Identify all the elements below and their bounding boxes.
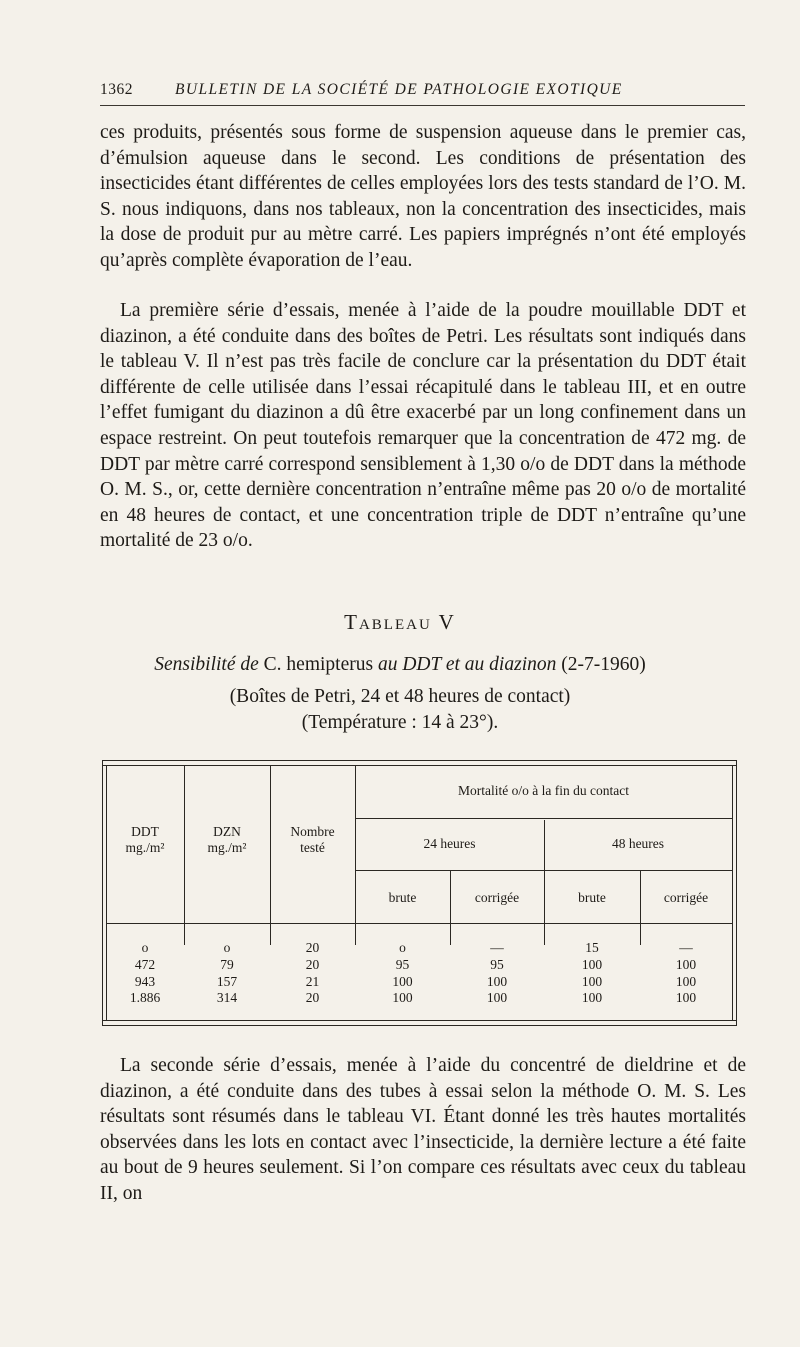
cell-dzn: o (223, 940, 231, 955)
col-header-nombre: Nombre testé (290, 824, 335, 855)
cell-brute-24: 95 (395, 957, 410, 972)
cell-brute-24: 100 (392, 990, 413, 1005)
cell-corrigee-48: 100 (675, 974, 697, 989)
cell-brute-48: 100 (581, 974, 603, 989)
cell-ddt: 472 (134, 957, 156, 972)
cell-corrigee-24: — (490, 940, 504, 955)
cell-nombre: 20 (305, 940, 320, 955)
paragraph-2: La première série d’essais, menée à l’aide de la poudre mouillable DDT et diazinon, a été conduite dans des boîtes de Petri. Les résultats sont indiqués dans le tableau V. Il n’est pas très facile de conclure car la présentation du DDT était différente de celle utilisée dans l’essai récapitulé dans le tableau III, et en outre l’effet fumigant du diazinon a dû être exacerbé par un long confinement dans un espace restreint. On peut toutefois remarquer que la concentration de 472 mg. de DDT par mètre carré correspond sensiblement à 1,30 o/o de DDT dans la méthode O. M. S., or, cette dernière concentration n’entraîne même pas 20 o/o de mortalité en 48 heures de contact, et une concentration triple de DDT n’entraîne qu’une mortalité de 23 o/o. (100, 300, 746, 552)
col-header-ddt: DDT mg./m² (125, 824, 165, 855)
col-header-brute-48: brute (578, 890, 606, 905)
cell-corrigee-24: 100 (486, 974, 508, 989)
table-border-top-inner (102, 765, 737, 766)
cell-corrigee-24: 95 (490, 957, 504, 972)
cell-ddt: 943 (134, 974, 156, 989)
cell-ddt: 1.886 (129, 990, 161, 1005)
cell-brute-24: 100 (392, 974, 413, 989)
cell-ddt: o (141, 940, 149, 955)
col-header-corrigee-48: corrigée (663, 890, 709, 905)
table-border-bottom-inner (102, 1020, 737, 1021)
cell-brute-24: o (399, 940, 406, 955)
cell-dzn: 79 (220, 957, 234, 972)
cell-dzn: 157 (216, 974, 238, 989)
row-sep-group (355, 818, 732, 819)
cell-brute-48: 100 (581, 990, 603, 1005)
table-caption-line-1: Sensibilité de C. hemipterus au DDT et au diazinon (2-7-1960) (154, 654, 646, 675)
col-sep-6 (640, 870, 641, 945)
row-sep-header (106, 923, 732, 924)
cell-nombre: 20 (305, 957, 320, 972)
col-group-48h: 48 heures (611, 836, 665, 851)
row-sep-hours (355, 870, 732, 871)
col-header-brute-24: brute (388, 890, 417, 905)
header-rule (100, 105, 745, 106)
col-header-corrigee-24: corrigée (474, 890, 520, 905)
cell-corrigee-48: 100 (675, 990, 697, 1005)
cell-corrigee-48: — (679, 940, 693, 955)
cell-brute-48: 100 (581, 957, 603, 972)
table-border-right-inner (732, 765, 733, 1021)
paragraph-1: ces produits, présentés sous forme de suspension aqueuse dans le premier cas, d’émulsion aqueuse dans le second. Les conditions de présentation des insecticides étant différentes de celles employées lors des tests standard de l’O. M. S. nous indiquons, dans nos tableaux, non la concentration des insecticides, mais la dose de produit pur au mètre carré. Les papiers imprégnés n’ont été employés qu’après complète évaporation de l’eau. (100, 122, 746, 271)
table-label: TABLEAU V (344, 610, 456, 634)
table-border-left (102, 760, 103, 1026)
table-border-bottom (102, 1025, 737, 1026)
cell-nombre: 20 (305, 990, 320, 1005)
cell-dzn: 314 (216, 990, 238, 1005)
running-header (100, 78, 745, 102)
col-header-dzn: DZN mg./m² (207, 824, 247, 855)
mortality-table (102, 760, 737, 1026)
col-group-24h: 24 heures (423, 836, 476, 851)
running-title: BULLETIN DE LA SOCIÉTÉ DE PATHOLOGIE EXOTIQUE (175, 81, 623, 98)
table-caption-line-3: (Température : 14 à 23°). (301, 712, 499, 733)
table-border-right (736, 760, 737, 1026)
table-caption-line-2: (Boîtes de Petri, 24 et 48 heures de contact) (229, 686, 571, 707)
page-number: 1362 (100, 81, 133, 98)
cell-corrigee-24: 100 (486, 990, 508, 1005)
col-group-mortalite: Mortalité o/o à la fin du contact (458, 783, 629, 798)
cell-nombre: 21 (305, 974, 320, 989)
col-sep-5 (450, 870, 451, 945)
paragraph-3: La seconde série d’essais, menée à l’aide du concentré de dieldrine et de diazinon, a été conduite dans des tubes à essai selon la méthode O. M. S. Les résultats sont résumés dans le tableau VI. Étant donné les très hautes mortalités observées dans les lots en contact avec l’insecticide, la dernière lecture a été faite au bout de 9 heures seulement. Si l’on compare ces résultats avec ceux du tableau II, on (100, 1055, 746, 1204)
cell-corrigee-48: 100 (675, 957, 697, 972)
table-border-top (102, 760, 737, 761)
cell-brute-48: 15 (585, 940, 599, 955)
